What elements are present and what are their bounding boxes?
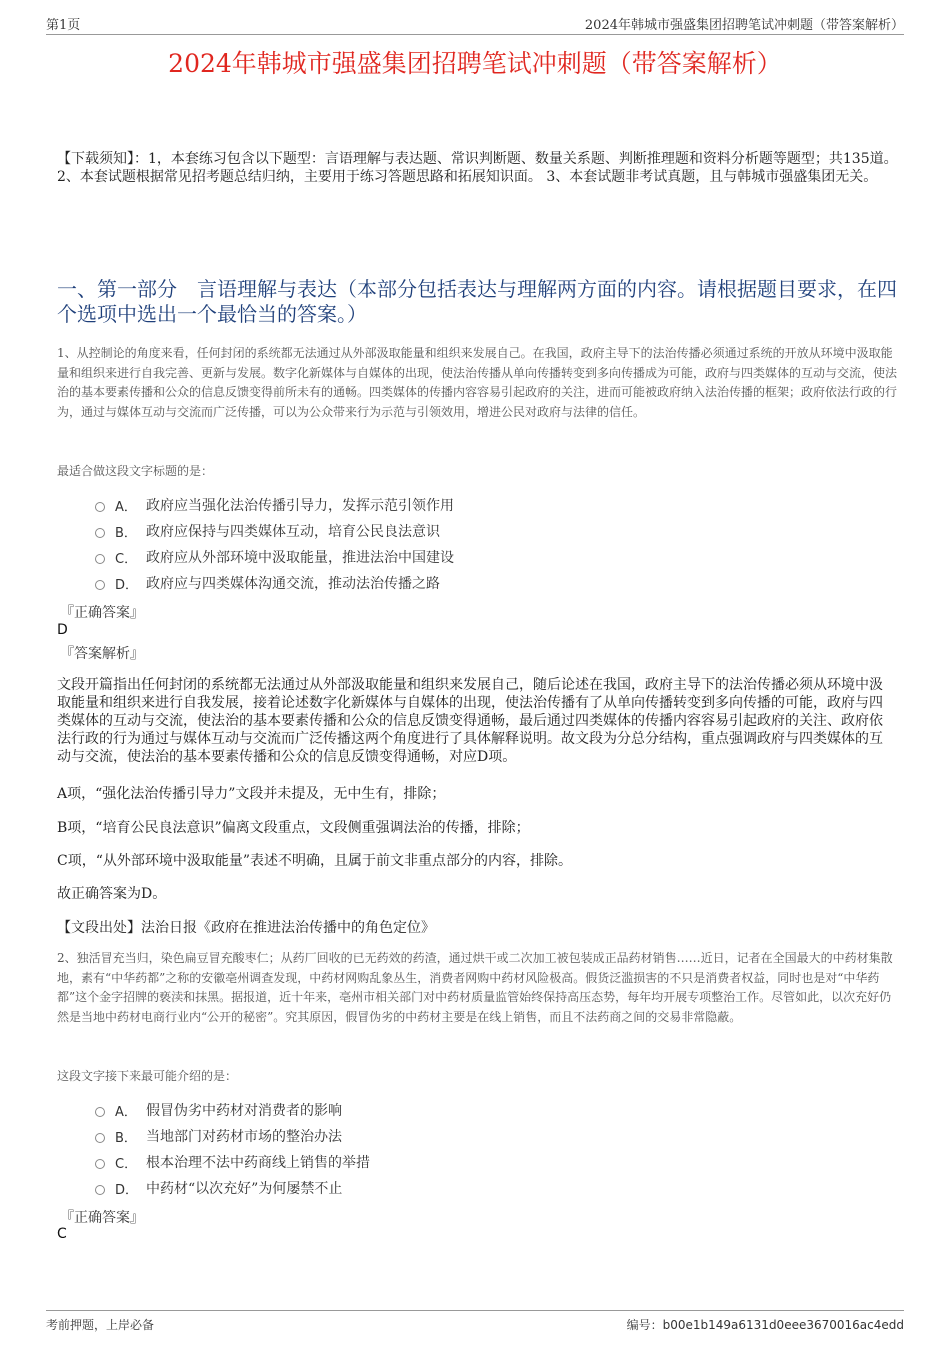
radio-icon[interactable] xyxy=(95,554,105,564)
radio-icon[interactable] xyxy=(95,1107,105,1117)
q1-note-a: A项，“强化法治传播引导力”文段并未提及，无中生有，排除； xyxy=(57,786,446,802)
q1-question: 最适合做这段文字标题的是： xyxy=(57,464,214,478)
q2-options xyxy=(95,1097,855,1201)
section-heading: 一、第一部分 言语理解与表达（本部分包括表达与理解两方面的内容。请根据题目要求，在四个选项中选出一个最恰当的答案。） xyxy=(57,277,897,326)
q2-question: 这段文字接下来最可能介绍的是： xyxy=(57,1069,238,1083)
footer-code-label: 编号： xyxy=(626,1318,663,1332)
footer-code-value: b00e1b149a6131d0eee3670016ac4edd xyxy=(662,1318,904,1332)
radio-icon[interactable] xyxy=(95,528,105,538)
q1-answer: D xyxy=(57,622,68,638)
page-footer xyxy=(46,1310,904,1335)
footer-slogan: 考前押题，上岸必备 xyxy=(46,1318,155,1332)
q1-option-b[interactable]: B． 政府应保持与四类媒体互动，培育公民良法意识 xyxy=(95,518,855,544)
q1-option-c[interactable]: C． 政府应从外部环境中汲取能量，推进法治中国建设 xyxy=(95,544,855,570)
q2-option-b[interactable]: B． 当地部门对药材市场的整治办法 xyxy=(95,1123,855,1149)
page-title: 2024年韩城市强盛集团招聘笔试冲刺题（带答案解析） xyxy=(168,49,782,78)
q1-note-c: C项，“从外部环境中汲取能量”表述不明确，且属于前文非重点部分的内容，排除。 xyxy=(57,853,573,869)
q1-options xyxy=(95,492,855,596)
radio-icon[interactable] xyxy=(95,502,105,512)
q1-passage: 1、从控制论的角度来看，任何封闭的系统都无法通过从外部汲取能量和组织来发展自己。在我国，政府主导下的法治传播必须通过系统的开放从环境中汲取能量和组织来进行自我完善、更新与发展。数字化新媒体与自媒体的出现，使法治传播从单向传播转变到多向传播成为可能，政府与四类媒体的互动与交流，使法治的基本要素传播和公众的信息反馈变得前所未有的通畅。四类媒体的传播内容容易引起政府的关注，进而可能被政府纳入法治传播的框架；政府依法行政的行为，通过与媒体互动与交流而广泛传播，可以为公众带来行为示范与引领效用，增进公民对政府与法律的信任。 xyxy=(57,346,898,419)
q1-note-conclusion: 故正确答案为D。 xyxy=(57,886,167,902)
q2-passage: 2、独活冒充当归，染色扁豆冒充酸枣仁；从药厂回收的已无药效的药渣，通过烘干或二次加工被包装成正品药材销售……近日，记者在全国最大的中药材集散地，素有“中华药都”之称的安徽亳州调查发现，中药材网购乱象丛生，消费者网购中药材风险极高。假货泛滥损害的不只是消费者权益，同时也是对“中华药都”这个金字招牌的亵渎和抹黑。据报道，近十年来，亳州市相关部门对中药材质量监管始终保持高压态势，每年均开展专项整治工作。尽管如此，以次充好仍然是当地中药材电商行业内“公开的秘密”。究其原因，假冒伪劣的中药材主要是在线上销售，而且不法药商之间的交易非常隐蔽。 xyxy=(57,951,893,1024)
radio-icon[interactable] xyxy=(95,1159,105,1169)
q1-analysis: 文段开篇指出任何封闭的系统都无法通过从外部汲取能量和组织来发展自己，随后论述在我国，政府主导下的法治传播必须从环境中汲取能量和组织来进行自我发展，接着论述数字化新媒体与自媒体的出现，使法治传播有了从单向传播转变到多向传播的可能，政府与四类媒体的互动与交流，使法治的基本要素传播和公众的信息反馈变得通畅，最后通过四类媒体的传播内容容易引起政府的关注、政府依法行政的行为通过与媒体互动与交流而广泛传播这两个角度进行了具体解释说明。故文段为分总分结构，重点强调政府与四类媒体的互动与交流，使法治的基本要素传播和公众的信息反馈变得通畅，对应D项。 xyxy=(57,677,883,765)
q2-answer: C xyxy=(57,1226,67,1242)
radio-icon[interactable] xyxy=(95,1185,105,1195)
q1-option-a[interactable]: A． 政府应当强化法治传播引导力，发挥示范引领作用 xyxy=(95,492,855,518)
footer-code xyxy=(627,1316,904,1333)
q2-option-c[interactable]: C． 根本治理不法中药商线上销售的举措 xyxy=(95,1149,855,1175)
q1-source: 【文段出处】法治日报《政府在推进法治传播中的角色定位》 xyxy=(57,920,435,936)
page-number: 第1页 xyxy=(46,18,81,33)
header-doc-title: 2024年韩城市强盛集团招聘笔试冲刺题（带答案解析） xyxy=(584,18,904,33)
download-notice: 【下载须知】：1，本套练习包含以下题型：言语理解与表达题、常识判断题、数量关系题、判断推理题和资料分析题等题型；共135道。 2、本套试题根据常见招考题总结归纳，主要用于练习答题思路和拓展知识面。 3、本套试题非考试真题，且与韩城市强盛集团无关。 xyxy=(57,151,898,185)
q2-answer-label: 『正确答案』 xyxy=(60,1210,144,1226)
q2-option-d[interactable]: D． 中药材“以次充好”为何屡禁不止 xyxy=(95,1175,855,1201)
radio-icon[interactable] xyxy=(95,580,105,590)
page-header xyxy=(46,14,904,35)
q2-option-a[interactable]: A． 假冒伪劣中药材对消费者的影响 xyxy=(95,1097,855,1123)
q1-option-d[interactable]: D． 政府应与四类媒体沟通交流，推动法治传播之路 xyxy=(95,570,855,596)
radio-icon[interactable] xyxy=(95,1133,105,1143)
q1-answer-label: 『正确答案』 xyxy=(60,605,144,621)
q1-note-b: B项，“培育公民良法意识”偏离文段重点，文段侧重强调法治的传播，排除； xyxy=(57,820,530,836)
q1-analysis-label: 『答案解析』 xyxy=(60,646,144,662)
